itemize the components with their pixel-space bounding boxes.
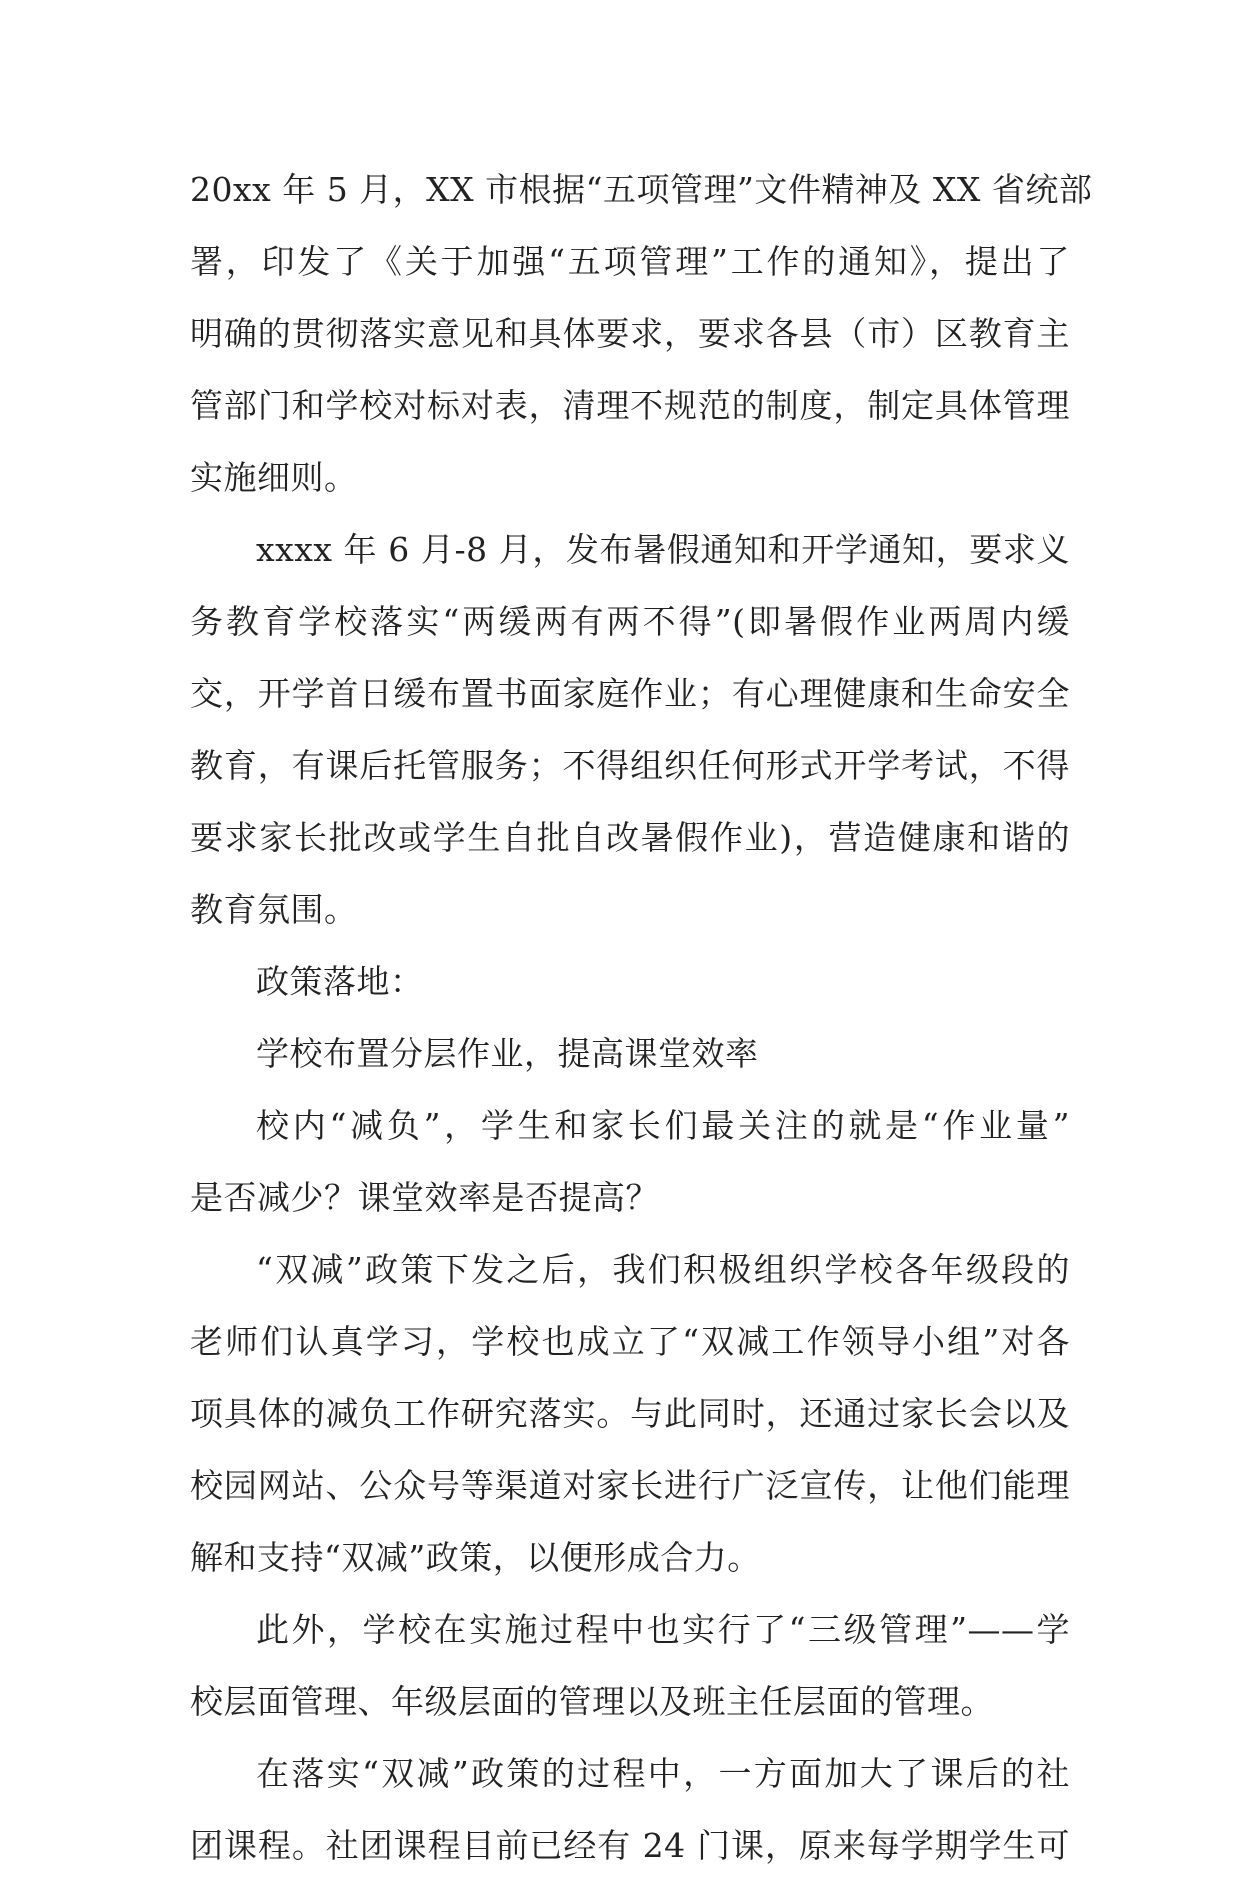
text-line: 项具体的减负工作研究落实。与此同时，还通过家长会以及: [190, 1394, 1070, 1433]
text-line: 管部门和学校对标对表，清理不规范的制度，制定具体管理: [190, 386, 1070, 425]
text-line: 校园网站、公众号等渠道对家长进行广泛宣传，让他们能理: [190, 1466, 1070, 1505]
text-line: 务教育学校落实“两缓两有两不得”(即暑假作业两周内缓: [190, 602, 1070, 641]
text-line: 教育，有课后托管服务；不得组织任何形式开学考试，不得: [190, 746, 1070, 785]
text-line: 教育氛围。: [190, 890, 358, 929]
text-line: 20xx 年 5 月，XX 市根据“五项管理”文件精神及 XX 省统部: [190, 170, 1093, 209]
text-line: 在落实“双减”政策的过程中，一方面加大了课后的社: [256, 1754, 1070, 1793]
text-line: 明确的贯彻落实意见和具体要求，要求各县（市）区教育主: [190, 314, 1070, 353]
text-line: 团课程。社团课程目前已经有 24 门课，原来每学期学生可: [190, 1826, 1070, 1865]
text-line: 要求家长批改或学生自批自改暑假作业)，营造健康和谐的: [190, 818, 1070, 857]
document-body: [190, 160, 1093, 1888]
text-line: 此外，学校在实施过程中也实行了“三级管理”——学: [256, 1610, 1070, 1649]
text-line: xxxx 年 6 月-8 月，发布暑假通知和开学通知，要求义: [256, 530, 1070, 569]
text-line: 校内“减负”，学生和家长们最关注的就是“作业量”: [256, 1106, 1070, 1145]
text-line: “双减”政策下发之后，我们积极组织学校各年级段的: [256, 1250, 1070, 1289]
subheading: 学校布置分层作业，提高课堂效率: [256, 1034, 759, 1073]
section-heading: 政策落地：: [256, 962, 424, 1001]
text-line: 实施细则。: [190, 458, 358, 497]
text-line: 老师们认真学习，学校也成立了“双减工作领导小组”对各: [190, 1322, 1070, 1361]
text-line: 解和支持“双减”政策，以便形成合力。: [190, 1538, 761, 1577]
text-line: 署，印发了《关于加强“五项管理”工作的通知》，提出了: [190, 242, 1070, 281]
text-line: 是否减少？课堂效率是否提高？: [190, 1178, 659, 1217]
text-line: 交，开学首日缓布置书面家庭作业；有心理健康和生命安全: [190, 674, 1070, 713]
text-line: 校层面管理、年级层面的管理以及班主任层面的管理。: [190, 1682, 994, 1721]
